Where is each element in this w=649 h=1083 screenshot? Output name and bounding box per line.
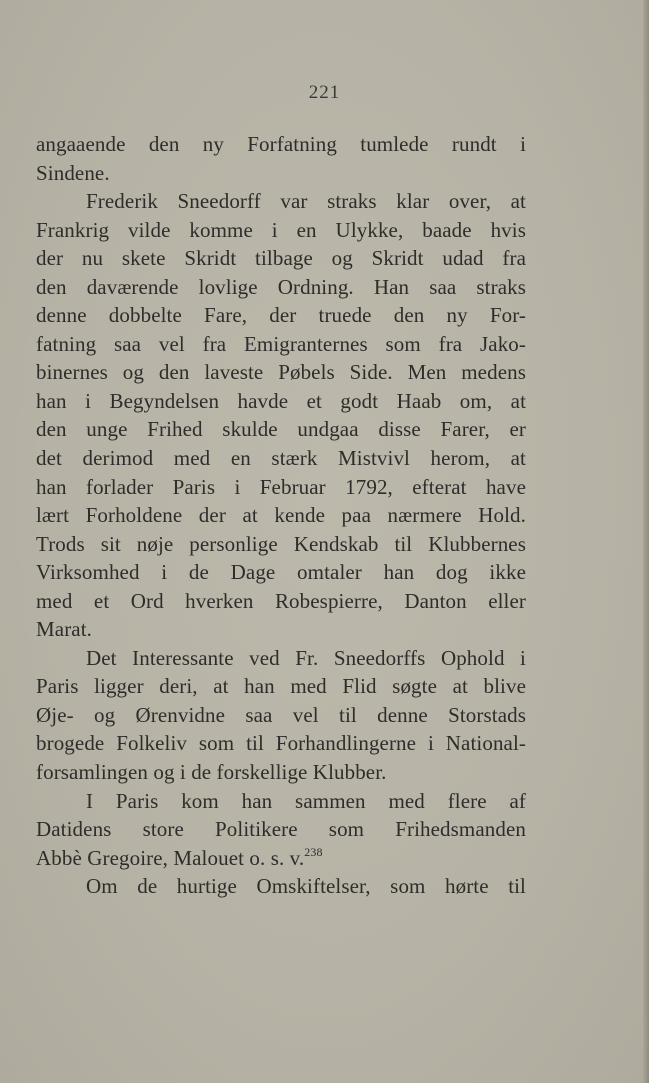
text-line-content: denne dobbelte Fare, der truede den ny For- — [36, 303, 526, 328]
text-line-content: der nu skete Skridt tilbage og Skridt udad fra — [36, 246, 526, 271]
text-line-content: den unge Frihed skulde undgaa disse Farer, er — [36, 417, 526, 442]
text-line-content: den daværende lovlige Ordning. Han saa straks — [36, 274, 526, 299]
page-number: 221 — [308, 82, 341, 103]
text-line-content: Trods sit nøje personlige Kendskab til Klubbernes — [36, 531, 526, 556]
text-line-content: fatning saa vel fra Emigranternes som fra Jako- — [36, 331, 526, 356]
text-line-content: brogede Folkeliv som til Forhandlingerne i National- — [36, 731, 526, 756]
text-line-content: binernes og den laveste Pøbels Side. Men medens — [36, 360, 526, 385]
text-line-content: han forlader Paris i Februar 1792, efterat have — [36, 474, 526, 499]
text-line — [36, 815, 526, 844]
text-line — [36, 130, 526, 159]
text-line-content: Frederik Sneedorff var straks klar over, at — [86, 189, 526, 214]
text-line-content: Paris ligger deri, at han med Flid søgte at blive — [36, 674, 526, 699]
text-line — [36, 530, 526, 559]
text-line — [36, 872, 526, 901]
text-line — [36, 644, 526, 673]
text-line-content: Øje- og Ørenvidne saa vel til denne Storstads — [36, 702, 526, 727]
text-line — [36, 244, 526, 273]
text-line — [36, 159, 526, 188]
text-line-content: med et Ord hverken Robespierre, Danton eller — [36, 588, 526, 613]
text-line — [36, 216, 526, 245]
text-line — [36, 444, 526, 473]
text-line-content: Om de hurtige Omskiftelser, som hørte til — [86, 874, 526, 899]
body-text — [36, 130, 526, 901]
text-line-content: Abbè Gregoire, Malouet o. s. v. — [36, 845, 305, 870]
text-line-content: Datidens store Politikere som Frihedsmanden — [36, 817, 526, 842]
text-line-content: han i Begyndelsen havde et godt Haab om, at — [36, 388, 526, 413]
footnote-marker: 238 — [304, 844, 323, 859]
text-line — [36, 758, 526, 787]
text-line-content: Det Interessante ved Fr. Sneedorffs Ophold i — [86, 645, 526, 670]
text-line — [36, 558, 526, 587]
text-line-content: I Paris kom han sammen med flere af — [86, 788, 526, 813]
page-edge — [643, 0, 649, 1083]
text-line — [36, 473, 526, 502]
text-line — [36, 501, 526, 530]
text-line-content: angaaende den ny Forfatning tumlede rundt i — [36, 132, 526, 156]
text-line-content: det derimod med en stærk Mistvivl herom, at — [36, 446, 526, 471]
text-line — [36, 301, 526, 330]
text-line — [36, 672, 526, 701]
text-line-content: forsamlingen og i de forskellige Klubber. — [36, 760, 387, 785]
text-line — [36, 273, 526, 302]
text-line — [36, 729, 526, 758]
text-line — [36, 187, 526, 216]
text-line — [36, 358, 526, 387]
text-line — [36, 415, 526, 444]
text-line — [36, 330, 526, 359]
text-line — [36, 787, 526, 816]
text-line-content: lært Forholdene der at kende paa nærmere Hold. — [36, 503, 526, 528]
text-line — [36, 701, 526, 730]
text-line — [36, 587, 526, 616]
text-line-content: Sindene. — [36, 160, 110, 185]
text-line-content: Frankrig vilde komme i en Ulykke, baade hvis — [36, 217, 526, 242]
text-line-content: Virksomhed i de Dage omtaler han dog ikke — [36, 560, 526, 585]
text-line-content: Marat. — [36, 617, 92, 642]
text-line — [36, 615, 526, 644]
text-line — [36, 844, 526, 873]
text-line — [36, 387, 526, 416]
